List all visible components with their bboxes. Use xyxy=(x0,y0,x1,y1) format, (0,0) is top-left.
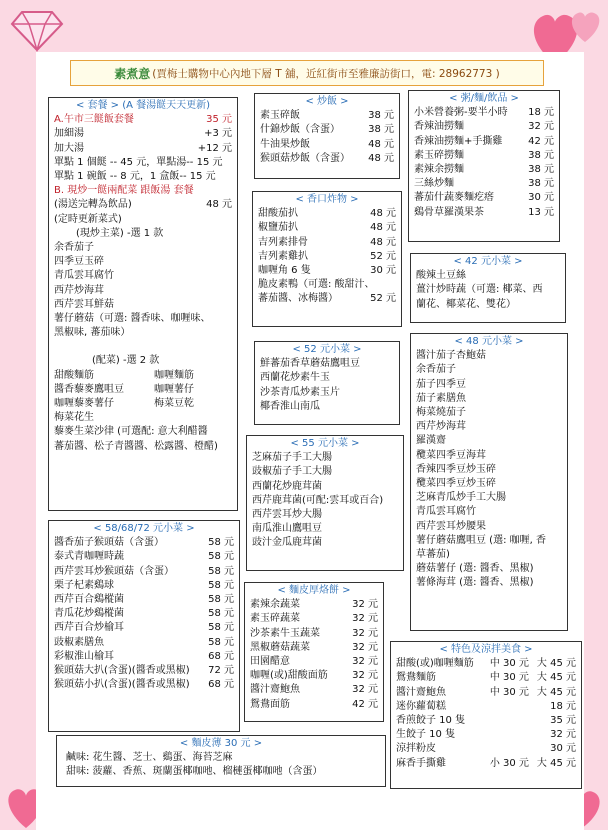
item-name: (湯送完轉為飲品) xyxy=(54,199,132,211)
list-item: 西芹雲耳炒腰果 xyxy=(416,520,486,532)
item-name: 小米營養粥-要半小時 xyxy=(414,107,508,119)
item-name: 黑椒蘑菇蔬菜 xyxy=(250,641,310,653)
side-item: 醬香藜麥鷹咀豆 xyxy=(54,383,124,395)
item-price: 32 元 xyxy=(352,641,378,653)
item-price xyxy=(228,156,232,170)
item-price: 32 元 xyxy=(352,684,378,696)
item-name: 牛油果炒飯 xyxy=(260,138,310,150)
fried-snacks-section xyxy=(252,191,402,327)
small-48-title: < 48 元小菜 > xyxy=(454,336,524,347)
menu-item xyxy=(54,127,232,141)
item-price: 58 元 xyxy=(208,594,234,606)
side-dish-title: (配菜) -選 2 款 xyxy=(92,355,160,367)
item-prices xyxy=(542,742,576,756)
restaurant-name: 素煮意 xyxy=(114,66,151,81)
item-price: 58 元 xyxy=(208,636,234,648)
item-name: 甜酸茄扒 xyxy=(258,208,298,220)
menu-item xyxy=(260,138,394,152)
item-name: 什錦炒飯（含蛋） xyxy=(260,124,340,136)
list-item: 薯仔蘑菇（可選: 醬香味、咖喱味、 xyxy=(54,313,211,325)
item-price xyxy=(228,184,232,198)
item-name: 西芹百合鷄樅菌 xyxy=(54,594,124,606)
menu-item xyxy=(54,607,234,621)
menu-item xyxy=(396,757,576,771)
list-item: 蘑菇薯仔 (選: 醬香、黑椒) xyxy=(416,563,534,575)
item-name: 栗子杞素鷄球 xyxy=(54,579,114,591)
list-item: 羅漢齋 xyxy=(416,435,446,447)
item-name: 素辣余撈麵 xyxy=(414,164,464,176)
list-item: 西蘭花炒素牛玉 xyxy=(260,372,330,384)
fried-snacks-title: < 香口炸物 > xyxy=(295,194,359,205)
menu-item xyxy=(250,683,378,697)
item-price: 42 元 xyxy=(528,135,554,147)
item-price: 18 元 xyxy=(528,107,554,119)
menu-item xyxy=(396,742,576,756)
item-name: 素玉碎蔬菜 xyxy=(250,613,300,625)
list-item: 余香茄子 xyxy=(416,364,456,376)
item-price xyxy=(228,213,232,227)
item-price: 48 元 xyxy=(370,208,396,220)
item-name: 鷄骨草羅漢果茶 xyxy=(414,206,484,218)
item-price: 13 元 xyxy=(528,206,554,218)
item-name: 香煎餃子 10 隻 xyxy=(396,715,466,727)
small-52-section xyxy=(254,341,400,425)
menu-item xyxy=(260,123,394,137)
item-price: 58 元 xyxy=(208,622,234,634)
menu-item xyxy=(54,593,234,607)
small-55-section xyxy=(246,435,404,571)
menu-item xyxy=(414,177,554,191)
list-item: 西蘭花炒鹿茸菌 xyxy=(252,480,322,492)
small-58-section xyxy=(48,520,240,732)
item-name: 醬汁齋鮑魚 xyxy=(250,684,300,696)
item-price: 58 元 xyxy=(208,579,234,591)
list-item: 薯仔蘑菇鷹咀豆 (選: 咖喱, 香 xyxy=(416,534,546,546)
menu-item xyxy=(396,671,576,685)
menu-item xyxy=(396,714,576,728)
header-banner xyxy=(70,60,544,86)
small-42-title: < 42 元小菜 > xyxy=(453,256,523,267)
menu-item xyxy=(414,106,554,120)
menu-item xyxy=(258,292,396,306)
item-name: 青瓜花炒鷄樅菌 xyxy=(54,608,124,620)
item-name: 吉列素排骨 xyxy=(258,236,308,248)
list-item: 梅菜燒茄子 xyxy=(416,407,466,419)
menu-item xyxy=(414,120,554,134)
list-item: 草蕃茄) xyxy=(416,549,450,561)
menu-item xyxy=(396,700,576,714)
item-price: 58 元 xyxy=(208,565,234,577)
small-55-title: < 55 元小菜 > xyxy=(290,438,360,449)
menu-item xyxy=(54,550,234,564)
menu-item xyxy=(260,152,394,166)
list-item: 梅菜花生 xyxy=(54,412,94,424)
list-item: 芝麻青瓜炒手工大腸 xyxy=(416,492,506,504)
menu-item xyxy=(54,198,232,212)
menu-item xyxy=(258,236,396,250)
side-pair xyxy=(54,383,232,397)
item-name: 素玉碎撈麵 xyxy=(414,149,464,161)
pancake-section xyxy=(244,582,384,722)
item-prices xyxy=(490,671,576,685)
item-name: 醬香茄子猴頭菇（含蛋） xyxy=(54,537,164,549)
item-name: (定時更新菜式) xyxy=(54,213,122,225)
menu-item xyxy=(250,698,378,712)
menu-item xyxy=(396,686,576,700)
list-item: 蘭花、椰菜花、雙花） xyxy=(416,298,516,310)
menu-item xyxy=(414,149,554,163)
item-price: 30 元 xyxy=(550,743,576,755)
menu-item xyxy=(54,142,232,156)
side-item: 咖喱麵筋 xyxy=(154,369,194,381)
fried-rice-section xyxy=(254,93,400,179)
item-prices xyxy=(542,700,576,714)
menu-item xyxy=(414,206,554,220)
fried-rice-title: < 炒飯 > xyxy=(305,96,349,107)
list-item: 薯條海茸 (選: 醬香、黑椒) xyxy=(416,577,534,589)
item-price: 52 元 xyxy=(370,293,396,305)
item-name: 豉椒素膳魚 xyxy=(54,636,104,648)
item-name: 加大湯 xyxy=(54,142,84,154)
menu-item xyxy=(54,650,234,664)
item-prices xyxy=(490,757,576,771)
item-price: 38 元 xyxy=(368,124,394,136)
item-price: 72 元 xyxy=(208,665,234,677)
item-price xyxy=(228,170,232,184)
list-item: 香辣四季豆炒玉碎 xyxy=(416,463,496,475)
menu-item xyxy=(54,213,232,227)
porridge-section xyxy=(408,90,560,242)
item-prices xyxy=(490,686,576,700)
item-name: 甜酸(或)咖喱麵筋 xyxy=(396,658,474,670)
item-name: 麻香手撕雞 xyxy=(396,757,446,769)
item-price: +12 元 xyxy=(197,142,232,154)
item-name: A.午市三餸飯套餐 xyxy=(54,114,134,126)
side-item: 甜酸麵筋 xyxy=(54,369,94,381)
menu-item xyxy=(414,191,554,205)
item-price: 48 元 xyxy=(370,236,396,248)
list-item: 沙茶青瓜炒素玉片 xyxy=(260,386,340,398)
menu-item xyxy=(54,170,232,184)
menu-item xyxy=(396,728,576,742)
list-item: 欖菜四季豆炒玉碎 xyxy=(416,478,496,490)
item-price: 30 元 xyxy=(370,265,396,277)
item-price: 大 45 元 xyxy=(536,686,576,698)
item-price: 48 元 xyxy=(206,199,232,211)
menu-item xyxy=(54,621,234,635)
item-price: 32 元 xyxy=(352,613,378,625)
thin-pancake-title: < 麵皮薄 30 元 > xyxy=(179,738,263,749)
pancake-title: < 麵皮厚烙餅 > xyxy=(277,585,351,596)
item-price: 32 元 xyxy=(352,670,378,682)
item-price-medium: 中 30 元 xyxy=(489,686,529,698)
set-meal-section xyxy=(48,97,238,511)
item-price: 30 元 xyxy=(528,192,554,204)
menu-item xyxy=(54,678,234,692)
item-name: 猴頭菇小扒(含蛋)(醬香或黑椒) xyxy=(54,679,190,691)
list-item: 鮮蕃茄香草蘑菇鷹咀豆 xyxy=(260,358,360,370)
item-price: 32 元 xyxy=(550,729,576,741)
menu-item xyxy=(54,113,232,127)
side-item: 咖喱藜麥薯仔 xyxy=(54,398,114,410)
list-item: 西芹雲耳鮮菇 xyxy=(54,298,114,310)
menu-item xyxy=(54,536,234,550)
menu-item xyxy=(54,565,234,579)
item-price: 32 元 xyxy=(352,656,378,668)
item-prices xyxy=(490,657,576,671)
small-58-title: < 58/68/72 元小菜 > xyxy=(93,523,195,534)
item-name: 香辣油撈麵 xyxy=(414,121,464,133)
list-item: 西芹炒海茸 xyxy=(416,421,466,433)
menu-item xyxy=(54,579,234,593)
item-price: 58 元 xyxy=(208,608,234,620)
item-price: 18 元 xyxy=(550,700,576,712)
item-name: 香辣油撈麵+手撕雞 xyxy=(414,135,503,147)
item-name: 咖喱角 6 隻 xyxy=(258,265,311,277)
list-item: 醬汁茄子杏鮑菇 xyxy=(416,350,486,362)
cold-dishes-section xyxy=(390,641,582,789)
item-price: 32 元 xyxy=(528,121,554,133)
list-item: 西芹炒海茸 xyxy=(54,284,104,296)
menu-item xyxy=(258,207,396,221)
list-item: 豉椒茄子手工大腸 xyxy=(252,466,332,478)
list-item: 茄子四季豆 xyxy=(416,378,466,390)
list-item: 西芹雲耳炒大腸 xyxy=(252,509,322,521)
menu-item xyxy=(250,655,378,669)
menu-item xyxy=(258,264,396,278)
restaurant-address: (賈梅士購物中心內地下層 T 舖，近紅街市至雅廉訪街口，電: 28962773 ) xyxy=(152,67,500,80)
menu-item xyxy=(54,636,234,650)
item-name: 猴頭菇大扒(含蛋)(醬香或黑椒) xyxy=(54,665,190,677)
item-name: 西芹雲耳炒猴頭菇（含蛋） xyxy=(54,565,174,577)
list-item: 西芹鹿茸菌(可配:雲耳或百合) xyxy=(252,494,384,506)
list-item: 酸辣土豆絲 xyxy=(416,270,466,282)
item-price xyxy=(392,278,396,292)
menu-item xyxy=(258,278,396,292)
menu-item xyxy=(414,135,554,149)
item-price: 58 元 xyxy=(208,537,234,549)
menu-item xyxy=(54,664,234,678)
item-name: 吉列素雞扒 xyxy=(258,250,308,262)
menu-item xyxy=(414,163,554,177)
item-price: 大 45 元 xyxy=(536,658,576,670)
item-price: +3 元 xyxy=(204,128,232,140)
menu-item xyxy=(250,612,378,626)
item-name: 沙茶素牛玉蔬菜 xyxy=(250,627,320,639)
list-item: 豉汁金瓜鹿茸菌 xyxy=(252,537,322,549)
main-dish-title: (現炒主菜) -選 1 款 xyxy=(76,227,164,239)
item-price: 35 元 xyxy=(550,715,576,727)
item-price: 58 元 xyxy=(208,551,234,563)
item-price: 38 元 xyxy=(528,149,554,161)
menu-item xyxy=(250,669,378,683)
list-item: 青瓜雲耳腐竹 xyxy=(416,506,476,518)
list-item: 椰香淮山南瓜 xyxy=(260,400,320,412)
item-prices xyxy=(542,728,576,742)
menu-item xyxy=(54,184,232,198)
diamond-icon xyxy=(8,4,66,54)
item-prices xyxy=(542,714,576,728)
item-price-medium: 中 30 元 xyxy=(489,672,529,684)
item-price-medium: 中 30 元 xyxy=(489,658,529,670)
item-name: 西芹百合炒榆耳 xyxy=(54,622,124,634)
small-52-title: < 52 元小菜 > xyxy=(292,344,362,355)
side-pair xyxy=(54,397,232,411)
item-price: 42 元 xyxy=(352,698,378,710)
list-item: 青瓜雲耳腐竹 xyxy=(54,270,114,282)
item-price: 48 元 xyxy=(370,222,396,234)
item-price: 68 元 xyxy=(208,679,234,691)
item-price: 38 元 xyxy=(528,164,554,176)
list-item: 蕃茄醬、松子青醬醬、松露醬、橙醋) xyxy=(54,440,218,452)
list-item: 欖菜四季豆海茸 xyxy=(416,449,486,461)
item-price: 48 元 xyxy=(368,152,394,164)
menu-item xyxy=(260,109,394,123)
item-name: 醬汁齋鮑魚 xyxy=(396,686,446,698)
item-name: 生餃子 10 隻 xyxy=(396,729,456,741)
list-item: 余香茄子 xyxy=(54,242,94,254)
list-item: 茄子素膳魚 xyxy=(416,392,466,404)
menu-item xyxy=(250,598,378,612)
cold-dishes-title: < 特色及涼拌美食 > xyxy=(439,644,533,655)
item-name: 猴頭菇炒飯（含蛋） xyxy=(260,152,350,164)
item-name: B. 現炒一餸兩配菜 跟飯湯 套餐 xyxy=(54,185,194,197)
list-item: 黑椒味, 蕃茄味） xyxy=(54,327,131,339)
item-price-medium: 小 30 元 xyxy=(489,757,529,769)
thin-sweet: 甜味: 菠蘿、香蕉、斑蘭蛋椰咖吔、榴槤蛋椰咖吔（含蛋） xyxy=(66,766,323,778)
item-name: 素辣余蔬菜 xyxy=(250,599,300,611)
menu-item xyxy=(258,221,396,235)
list-item: 藜麥生菜沙律 (可選配: 意大利醋醬 xyxy=(54,426,208,438)
thin-savory: 鹹味: 花生醬、芝士、鷄蛋、海苔芝麻 xyxy=(66,752,233,764)
item-name: 脆皮素鴨（可選: 酸甜汁、 xyxy=(258,279,375,291)
item-price: 32 元 xyxy=(352,599,378,611)
side-item: 咖喱薯仔 xyxy=(154,383,194,395)
small-48-section xyxy=(410,333,568,631)
item-price: 38 元 xyxy=(528,178,554,190)
list-item: 薑汁炒時蔬（可選: 椰菜、西 xyxy=(416,284,543,296)
item-price: 32 元 xyxy=(352,627,378,639)
item-name: 泰式青咖喱時蔬 xyxy=(54,551,124,563)
item-price: 大 45 元 xyxy=(536,757,576,769)
item-name: 三絲炒麵 xyxy=(414,178,454,190)
list-item: 南瓜淮山鷹咀豆 xyxy=(252,523,322,535)
item-price: 35 元 xyxy=(206,114,232,126)
item-price: 52 元 xyxy=(370,250,396,262)
item-name: 椒鹽茄扒 xyxy=(258,222,298,234)
side-pair xyxy=(54,369,232,383)
item-price: 48 元 xyxy=(368,138,394,150)
item-name: 彩椒淮山榆耳 xyxy=(54,650,114,662)
item-price: 38 元 xyxy=(368,110,394,122)
item-price: 大 45 元 xyxy=(536,672,576,684)
item-name: 素玉碎飯 xyxy=(260,110,300,122)
item-name: 咖喱(或)甜酸面筋 xyxy=(250,670,328,682)
menu-item xyxy=(258,250,396,264)
item-name: 鴛鴦麵筋 xyxy=(396,672,436,684)
side-item: 梅菜豆乾 xyxy=(154,398,194,410)
item-name: 鴛鴦面筋 xyxy=(250,698,290,710)
menu-item xyxy=(54,156,232,170)
item-name: 涼拌粉皮 xyxy=(396,743,436,755)
item-price: 68 元 xyxy=(208,650,234,662)
item-name: 加細湯 xyxy=(54,128,84,140)
item-name: 蕃茄醬、冰梅醬） xyxy=(258,293,338,305)
thin-pancake-section xyxy=(56,735,386,787)
list-item: 芝麻茄子手工大腸 xyxy=(252,452,332,464)
item-name: 迷你蘿蔔糕 xyxy=(396,700,446,712)
set-meal-title: < 套餐 > (A 餐湯餸天天更新) xyxy=(75,100,211,111)
item-name: 蕃茄什蔬麥麵疙瘩 xyxy=(414,192,494,204)
porridge-title: < 粥/麵/飲品 > xyxy=(449,93,519,104)
menu-item xyxy=(396,657,576,671)
item-name: 田園醋意 xyxy=(250,656,290,668)
list-item: 四季豆玉碎 xyxy=(54,256,104,268)
menu-item xyxy=(250,627,378,641)
item-name: 單點 1 個餸 -- 45 元，單點湯-- 15 元 xyxy=(54,156,223,168)
item-name: 單點 1 碗飯 -- 8 元，1 盒飯-- 15 元 xyxy=(54,171,216,183)
menu-item xyxy=(250,641,378,655)
small-42-section xyxy=(410,253,566,323)
